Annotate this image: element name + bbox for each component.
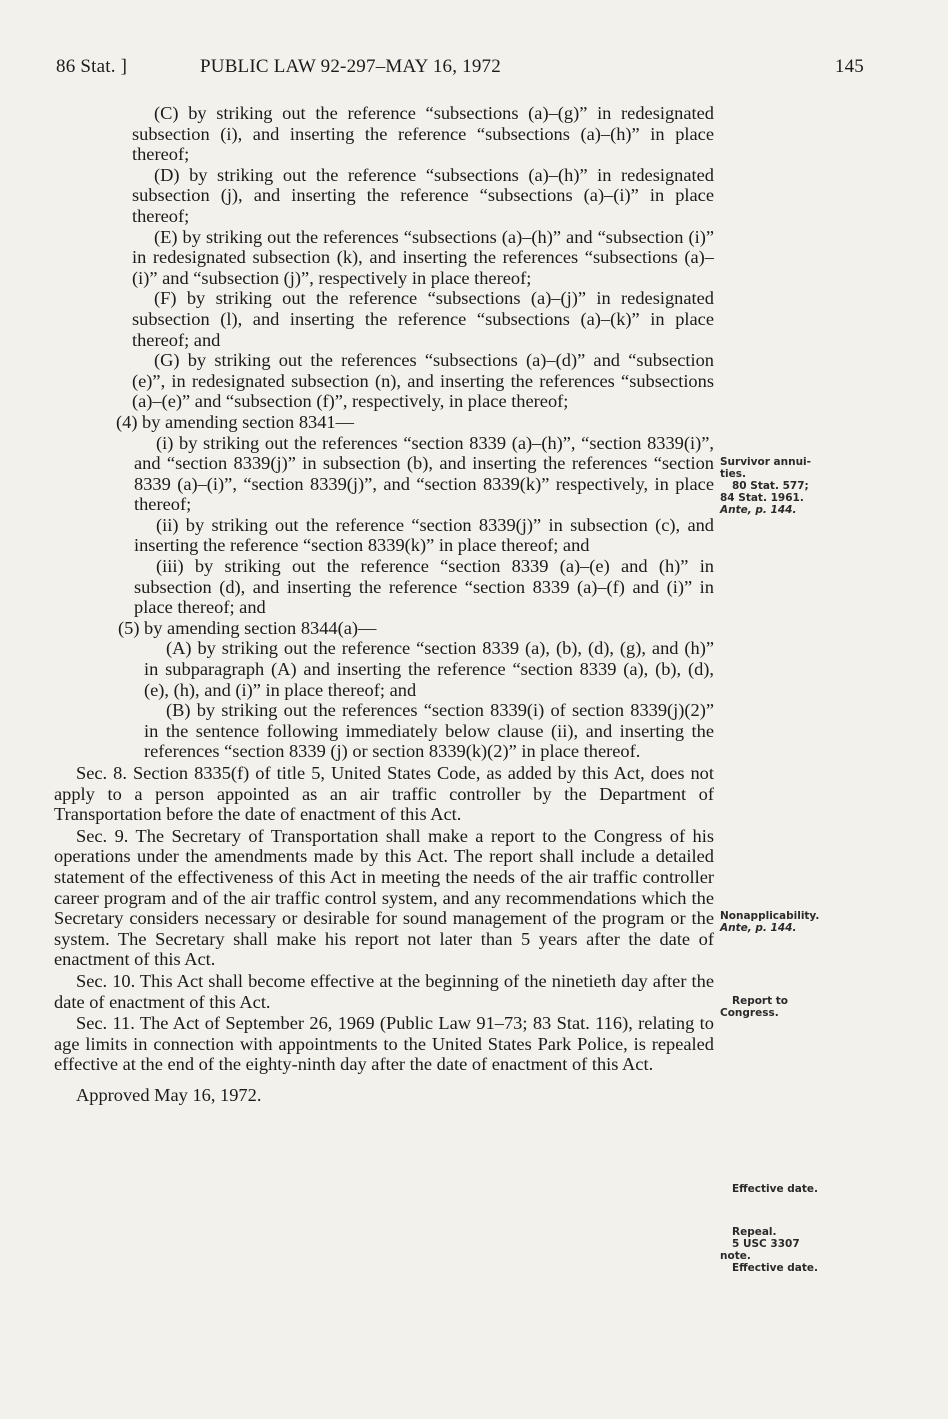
margin-note-repeal bbox=[720, 1226, 870, 1274]
running-head: PUBLIC LAW 92-297–MAY 16, 1972 bbox=[200, 56, 501, 77]
margin-note-line: Effective date. bbox=[732, 1183, 818, 1195]
paragraph-5-a: (A) by striking out the reference “section 8339 (a), (b), (d), (g), and (h)” in subparagraph (A) and inserting the reference “section 8339 (a), (b), (d), (e), (h), and (i)” in place thereof; and bbox=[144, 638, 714, 700]
margin-note-line: 84 Stat. 1961. bbox=[720, 492, 804, 504]
section-9: Sec. 9. The Secretary of Transportation shall make a report to the Congress of his operations under the amendments made by this Act. The report shall include a detailed statement of the effectiveness of this Act in meeting the needs of the air traffic controller career program and of the air traffic control system, and any recommendations which the Secretary considers necessary or desirable for sound management of the program or the system. The Secretary shall make his report not later than 5 years after the date of enactment of this Act. bbox=[54, 825, 714, 970]
margin-note-report bbox=[720, 995, 870, 1019]
paragraph-5: (5) by amending section 8344(a)— bbox=[118, 617, 377, 638]
margin-note-line: Ante, p. 144. bbox=[720, 922, 797, 934]
clause-g: (G) by striking out the references “subsections (a)–(d)” and “subsection (e)”, in redesignated subsection (n), and inserting the references “subsections (a)–(e)” and “subsection (f)”, respectively, in place thereof; bbox=[132, 350, 714, 412]
page-number: 145 bbox=[834, 56, 864, 77]
margin-note-line: Ante, p. 144. bbox=[720, 504, 797, 516]
section-10: Sec. 10. This Act shall become effective at the beginning of the ninetieth day after the date of enactment of this Act. bbox=[54, 970, 714, 1012]
clause-e: (E) by striking out the references “subsections (a)–(h)” and “subsection (i)” in redesignated subsection (k), and inserting the references “subsections (a)–(i)” and “subsection (j)”, respectively in place thereof; bbox=[132, 226, 714, 288]
statute-volume-label: 86 Stat. ] bbox=[56, 56, 128, 77]
section-8: Sec. 8. Section 8335(f) of title 5, United States Code, as added by this Act, does not apply to a person appointed as an air traffic controller by the Department of Transportation before the date of enactment of this Act. bbox=[54, 763, 714, 825]
body-text bbox=[54, 103, 714, 1106]
approval-date: Approved May 16, 1972. bbox=[76, 1084, 262, 1105]
margin-note-line: Nonapplicability. bbox=[720, 910, 820, 922]
margin-note-line: 5 USC 3307 bbox=[732, 1238, 800, 1250]
margin-note-line: 80 Stat. 577; bbox=[732, 480, 809, 492]
margin-note-nonapplicability bbox=[720, 910, 870, 934]
margin-note-line: Congress. bbox=[720, 1007, 779, 1019]
margin-note-line: Effective date. bbox=[732, 1262, 818, 1274]
margin-note-line: Report to bbox=[732, 995, 789, 1007]
section-11: Sec. 11. The Act of September 26, 1969 (Public Law 91–73; 83 Stat. 116), relating to age limits in connection with appointments to the United States Park Police, is repealed effective at the end of the eighty-ninth day after the date of enactment of this Act. bbox=[54, 1013, 714, 1075]
paragraph-5-b: (B) by striking out the references “section 8339(i) of section 8339(j)(2)” in the sentence following immediately below clause (ii), and inserting the references “section 8339 (j) or section 8339(k)(2)” in place thereof. bbox=[144, 700, 714, 762]
margin-note-line: note. bbox=[720, 1250, 751, 1262]
clause-c: (C) by striking out the reference “subsections (a)–(g)” in redesignated subsection (i), and inserting the reference “subsections (a)–(h)” in place thereof; bbox=[132, 103, 714, 165]
paragraph-4-iii: (iii) by striking out the reference “section 8339 (a)–(e) and (h)” in subsection (d), and inserting the reference “section 8339 (a)–(f) and (i)” in place thereof; and bbox=[134, 556, 714, 618]
margin-note-effective-date bbox=[720, 1183, 870, 1195]
paragraph-4-ii: (ii) by striking out the reference “section 8339(j)” in subsection (c), and inserting the reference “section 8339(k)” in place thereof; and bbox=[134, 514, 714, 556]
paragraph-4: (4) by amending section 8341— bbox=[116, 411, 355, 432]
paragraph-4-i: (i) by striking out the references “section 8339 (a)–(h)”, “section 8339(i)”, and “section 8339(j)” in subsection (b), and inserting the references “section 8339 (a)–(i)”, “section 8339(j)”, and “section 8339(k)” respectively, in place thereof; bbox=[134, 432, 714, 515]
margin-note-survivor-annuities bbox=[720, 456, 870, 516]
margin-note-line: Survivor annui- bbox=[720, 456, 812, 468]
clause-d: (D) by striking out the reference “subsections (a)–(h)” in redesignated subsection (j), and inserting the reference “subsections (a)–(i)” in place thereof; bbox=[132, 164, 714, 226]
margin-note-line: ties. bbox=[720, 468, 746, 480]
margin-note-line: Repeal. bbox=[732, 1226, 777, 1238]
clause-f: (F) by striking out the reference “subsections (a)–(j)” in redesignated subsection (l), and inserting the reference “subsections (a)–(k)” in place thereof; and bbox=[132, 288, 714, 350]
